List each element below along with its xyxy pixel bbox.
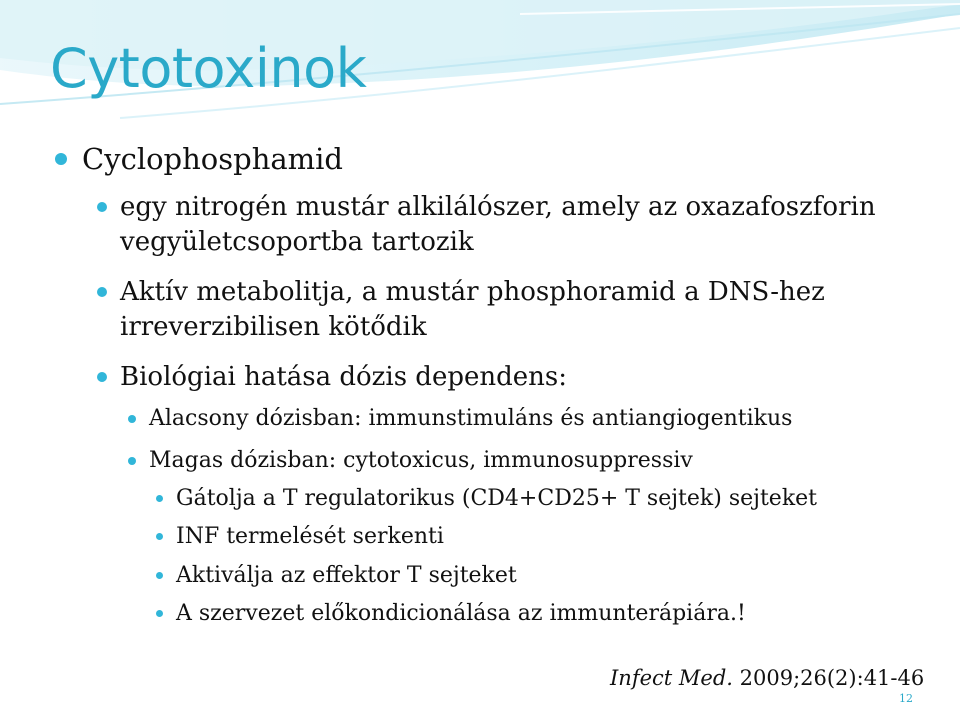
bullet-inf-production [156,522,444,552]
slide-title: Cytotoxinok [50,37,367,100]
bullet-low-dose [128,404,792,434]
bullet-cyclophosphamid [55,141,343,177]
citation-details: 2009;26(2):41-46 [732,666,925,690]
bullet-dot-icon [128,415,136,423]
bullet-text: INF termelését serkenti [176,524,444,549]
bullet-dot-icon [128,457,136,465]
bullet-text: egy nitrogén mustár alkilálószer, amely az oxazafoszforin vegyületcsoportba tartozik [120,192,884,257]
bullet-effector-activation [156,561,517,591]
bullet-dot-icon [156,572,163,579]
bullet-dot-icon [97,372,107,382]
bullet-text: Gátolja a T regulatorikus (CD4+CD25+ T sejtek) sejteket [176,486,818,511]
bullet-dose-dependence [97,360,917,395]
bullet-dot-icon [97,202,107,212]
bullet-text: Magas dózisban: cytotoxicus, immunosuppressiv [149,448,693,473]
bullet-dot-icon [97,287,107,297]
bullet-definition [97,190,917,260]
bullet-text: Aktiválja az effektor T sejteket [176,563,517,588]
bullet-text: Cyclophosphamid [82,142,343,176]
bullet-dot-icon [156,610,163,617]
bullet-text: Biológiai hatása dózis dependens: [120,362,567,392]
bullet-text: Aktív metabolitja, a mustár phosphoramid a DNS-hez irreverzibilisen kötődik [120,277,834,342]
bullet-text: Alacsony dózisban: immunstimuláns és antiangiogentikus [149,406,793,431]
bullet-dot-icon [156,533,163,540]
bullet-preconditioning [156,599,746,629]
bullet-metabolite [97,275,917,345]
bullet-dot-icon [156,495,163,502]
bullet-treg-inhibition [156,484,817,514]
bullet-dot-icon [55,153,67,165]
bullet-high-dose [128,446,693,476]
citation [610,666,924,690]
citation-journal: Infect Med. [610,666,733,690]
bullet-text: A szervezet előkondicionálása az immunterápiára.! [176,601,746,626]
page-number: 12 [899,692,913,705]
